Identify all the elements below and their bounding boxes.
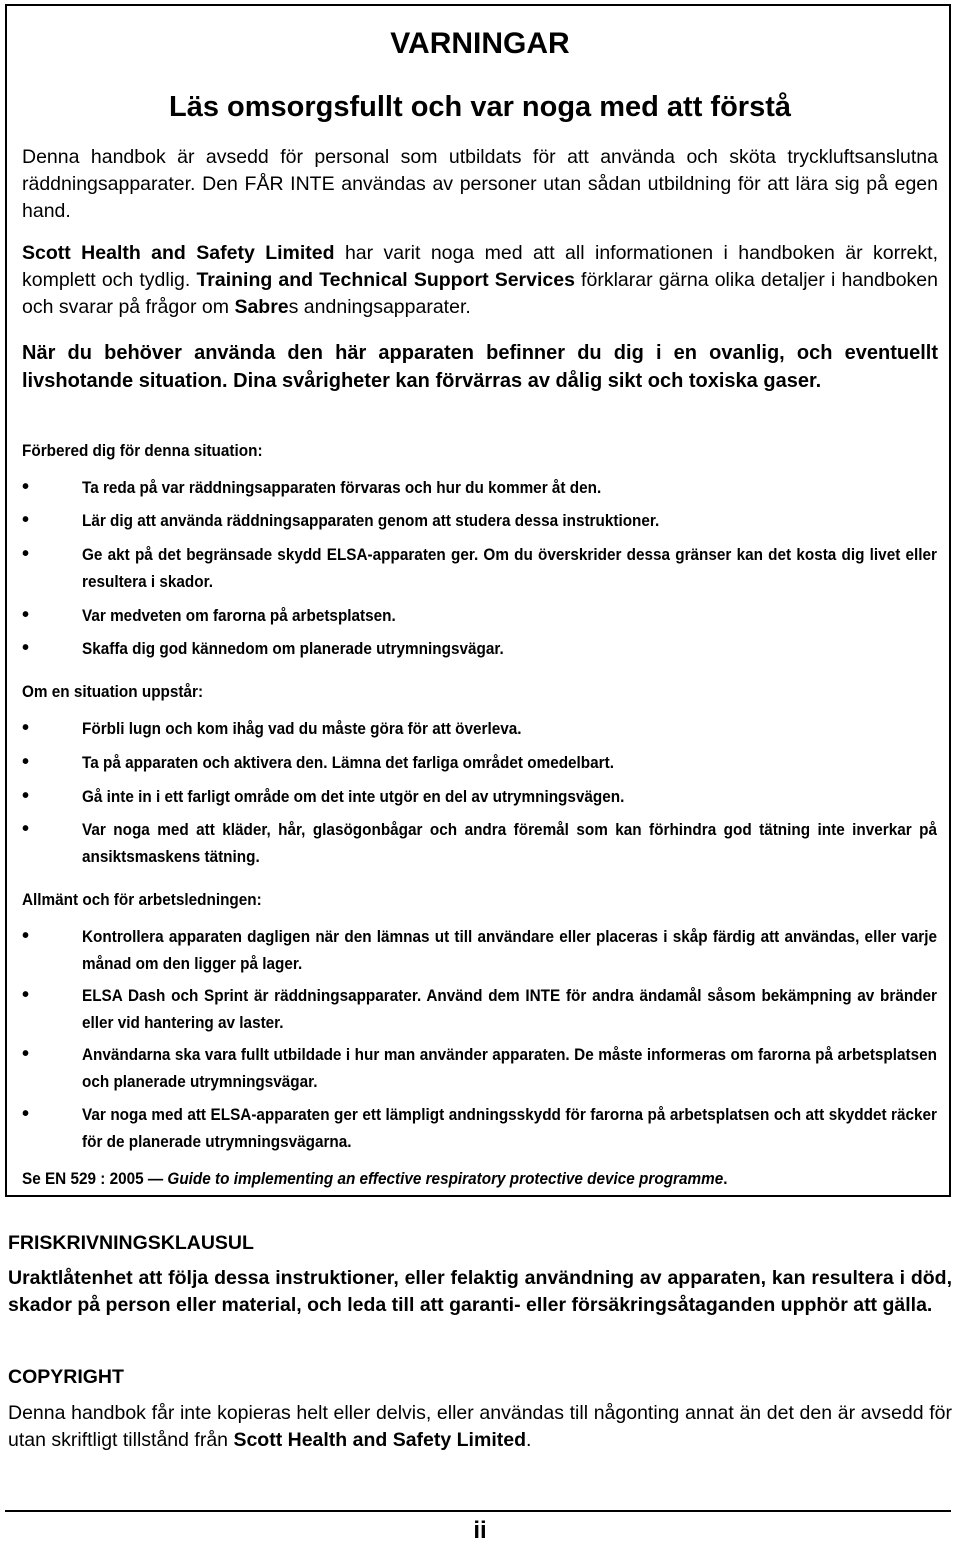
copyright-heading: COPYRIGHT — [8, 1366, 124, 1388]
list-item: Var noga med att ELSA-apparaten ger ett lämpligt andningsskydd för farorna på arbetsplatsen och att skyddet räcker för de planerade utrymningsvägarna. — [82, 1105, 937, 1151]
intro-paragraph: Denna handbok är avsedd för personal som utbildats för att använda och sköta tryckluftsanslutna räddningsapparater. Den FÅR INTE användas av personer utan sådan utbildning för att lära sig på egen hand. — [22, 146, 938, 222]
bullet: • — [22, 785, 30, 807]
list-item: Kontrollera apparaten dagligen när den lämnas ut till användare eller placeras i skåp färdig att användas, eller varje månad om den ligger på lager. — [82, 927, 937, 973]
company-name: Scott Health and Safety Limited — [22, 242, 335, 264]
bullet: • — [22, 604, 30, 626]
bullet: • — [22, 925, 30, 947]
general-heading: Allmänt och för arbetsledningen: — [22, 890, 262, 909]
disclaimer-heading: FRISKRIVNINGSKLAUSUL — [8, 1232, 254, 1254]
page-title: VARNINGAR — [390, 27, 570, 60]
list-item: Ta på apparaten och aktivera den. Lämna det farliga området omedelbart. — [82, 753, 614, 772]
list-item: Ge akt på det begränsade skydd ELSA-apparaten ger. Om du överskrider dessa gränser kan det kosta dig livet eller resultera i skador. — [82, 545, 937, 591]
reference-line: Se EN 529 : 2005 — Guide to implementing an effective respiratory protective device programme. — [22, 1169, 728, 1188]
company-paragraph: Scott Health and Safety Limited har varit noga med att all informationen i handboken är korrekt, komplett och tydlig. Training and Technical Support Services förklarar gärna olika detaljer i handboken och svarar på frågor om Sabres andningsapparater. — [22, 242, 938, 318]
bullet: • — [22, 717, 30, 739]
reference-title: Guide to implementing an effective respiratory protective device programme — [167, 1169, 724, 1188]
dept-name: Training and Technical Support Services — [196, 269, 575, 291]
list-item: ELSA Dash och Sprint är räddningsapparater. Använd dem INTE för andra ändamål såsom bekämpning av bränder eller vid hantering av laster. — [82, 986, 937, 1032]
list-item: Var medveten om farorna på arbetsplatsen. — [82, 606, 396, 625]
list-item: Lär dig att använda räddningsapparaten genom att studera dessa instruktioner. — [82, 511, 660, 530]
prepare-heading: Förbered dig för denna situation: — [22, 441, 263, 460]
list-item: Gå inte in i ett farligt område om det inte utgör en del av utrymningsvägen. — [82, 787, 625, 806]
brand-name: Sabre — [234, 296, 289, 318]
bullet: • — [22, 637, 30, 659]
bullet: • — [22, 476, 30, 498]
list-item: Skaffa dig god kännedom om planerade utrymningsvägar. — [82, 639, 504, 658]
warning-paragraph: När du behöver använda den här apparaten befinner du dig i en ovanlig, och eventuellt livshotande situation. Dina svårigheter kan förvärras av dålig sikt och toxiska gaser. — [22, 342, 938, 392]
bullet: • — [22, 509, 30, 531]
bullet: • — [22, 1043, 30, 1065]
list-item: Ta reda på var räddningsapparaten förvaras och hur du kommer åt den. — [82, 478, 602, 497]
bullet: • — [22, 1103, 30, 1125]
bullet: • — [22, 751, 30, 773]
disclaimer-text: Uraktlåtenhet att följa dessa instruktioner, eller felaktig användning av apparaten, kan resultera i död, skador på person eller material, och leda till att garanti- eller försäkringsåtaganden upphör att gälla. — [8, 1267, 952, 1316]
company-name: Scott Health and Safety Limited — [233, 1429, 526, 1451]
bullet: • — [22, 543, 30, 565]
list-item: Användarna ska vara fullt utbildade i hur man använder apparaten. De måste informeras om farorna på arbetsplatsen och planerade utrymningsvägar. — [82, 1045, 937, 1091]
footer-divider — [5, 1510, 951, 1512]
copyright-text: Denna handbok får inte kopieras helt eller delvis, eller användas till någonting annat än det den är avsedd för utan skriftligt tillstånd från Scott Health and Safety Limited. — [8, 1402, 952, 1451]
situation-heading: Om en situation uppstår: — [22, 682, 204, 701]
bullet: • — [22, 818, 30, 840]
list-item: Förbli lugn och kom ihåg vad du måste göra för att överleva. — [82, 719, 522, 738]
page-subtitle: Läs omsorgsfullt och var noga med att förstå — [169, 91, 791, 123]
bullet: • — [22, 984, 30, 1006]
page-number: ii — [473, 1517, 487, 1544]
list-item: Var noga med att kläder, hår, glasögonbågar och andra föremål som kan förhindra god tätning inte inverkar på ansiktsmaskens tätning. — [82, 820, 937, 866]
